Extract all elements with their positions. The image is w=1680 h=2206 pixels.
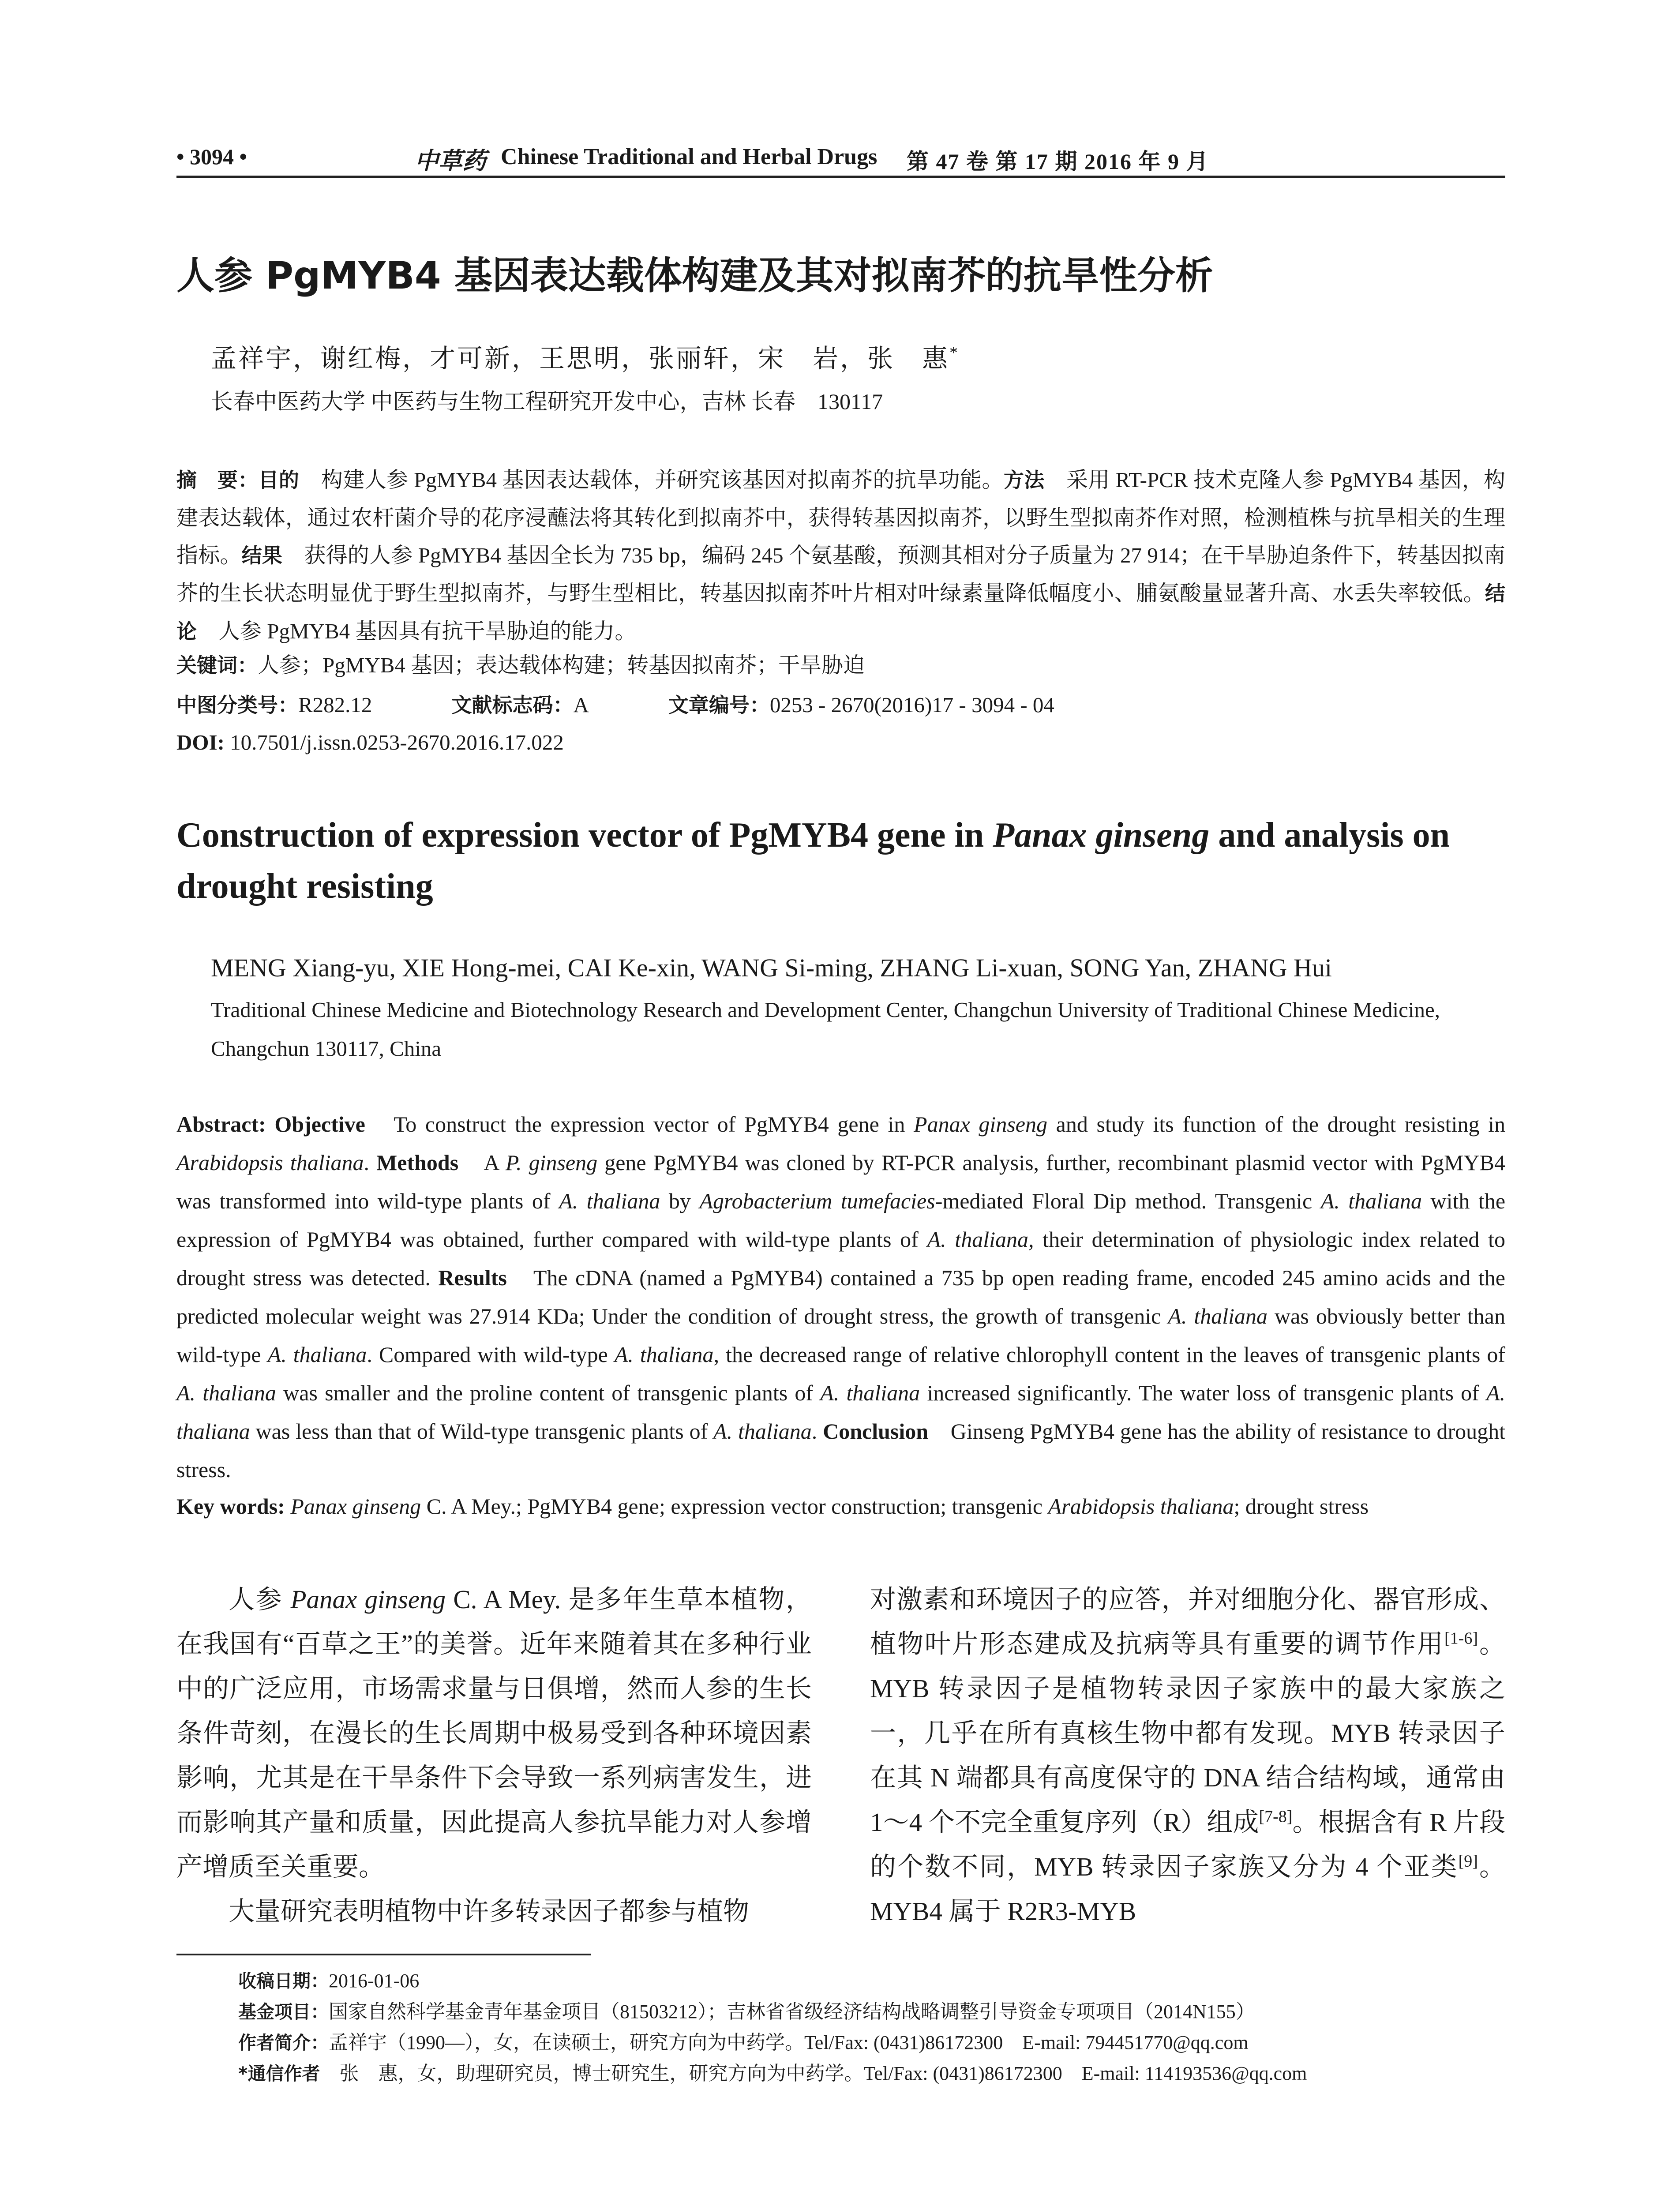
article-no-value: 0253 - 2670(2016)17 - 3094 - 04 xyxy=(769,693,1054,717)
classification-line xyxy=(176,686,1505,724)
footnote-label: 基金项目： xyxy=(238,2001,329,2022)
footnote-divider xyxy=(176,1954,591,1955)
citation-ref[interactable]: [9] xyxy=(1458,1852,1478,1871)
footnotes xyxy=(238,1966,1307,2089)
body-text: 人参 xyxy=(229,1585,291,1614)
abstract-en-label: Abstract: xyxy=(176,1112,266,1137)
running-header xyxy=(176,140,1505,178)
species-name: A. thaliana xyxy=(614,1342,714,1367)
conclusion-cn: 人参 PgMYB4 基因具有抗干旱胁迫的能力。 xyxy=(197,619,637,643)
species-name: P. ginseng xyxy=(505,1150,598,1175)
keywords-cn-label: 关键词： xyxy=(176,653,258,677)
footnote-received xyxy=(238,1966,1307,1996)
abstract-en-text: . xyxy=(364,1150,377,1175)
body-text: C. A Mey. 是多年生草本植物，在我国有“百草之王”的美誉。近年来随着其在多种行业中的广泛应用，市场需求量与日俱增，然而人参的生长条件苛刻，在漫长的生长周期中极易受到各种环境因素影响，尤其是在干旱条件下会导致一系列病害发生，进而影响其产量和质量，因此提高人参抗旱能力对人参增产增质至关重要。 xyxy=(176,1585,812,1881)
abstract-en-text: To construct the expression vector of PgMYB4 gene in xyxy=(365,1112,914,1137)
authors-cn xyxy=(211,338,960,375)
species-name: A. thaliana xyxy=(820,1381,920,1405)
abstract-en-text: . Compared with wild-type xyxy=(367,1342,615,1367)
authors-en: MENG Xiang-yu, XIE Hong-mei, CAI Ke-xin, WANG Si-ming, ZHANG Li-xuan, SONG Yan, ZHANG Hui xyxy=(211,953,1332,982)
species-name: A. thaliana xyxy=(927,1227,1029,1252)
page-number: • 3094 • xyxy=(176,144,248,169)
footnote-text: 张 惠，女，助理研究员，博士研究生，研究方向为中药学。Tel/Fax: (0431)86172300 E-mail: 114193536@qq.com xyxy=(320,2063,1307,2084)
clc-value: R282.12 xyxy=(298,693,372,717)
footnote-text: 孟祥宇（1990—），女，在读硕士，研究方向为中药学。Tel/Fax: (0431)86172300 E-mail: 794451770@qq.com xyxy=(329,2032,1249,2053)
abstract-en xyxy=(176,1105,1505,1489)
abstract-en-text: Ginseng PgMYB4 gene has the ability of resistance to drought stress. xyxy=(176,1419,1506,1482)
objective-cn: 构建人参 PgMYB4 基因表达载体，并研究该基因对拟南芥的抗旱功能。 xyxy=(299,468,1004,492)
affiliation-cn: 长春中医药大学 中医药与生物工程研究开发中心，吉林 长春 130117 xyxy=(211,389,883,414)
body-paragraph xyxy=(176,1577,812,1889)
species-name: A. thaliana xyxy=(176,1381,276,1405)
abstract-en-text: -mediated Floral Dip method. Transgenic xyxy=(935,1189,1321,1213)
abstract-en-text: with the expression of PgMYB4 was obtained, further compared with wild-type plants of xyxy=(176,1189,1506,1252)
abstract-en-text: increased significantly. The water loss of transgenic plants of xyxy=(920,1381,1486,1405)
species-name: A. thaliana xyxy=(267,1342,367,1367)
body-paragraph xyxy=(870,1577,1505,1934)
abstract-en-text: A xyxy=(458,1150,506,1175)
citation-ref[interactable]: [1-6] xyxy=(1444,1629,1478,1648)
title-cn: 人参 PgMYB4 基因表达载体构建及其对拟南芥的抗旱性分析 xyxy=(176,254,1213,298)
affiliation-en: Traditional Chinese Medicine and Biotechnology Research and Development Center, Changchun University of Traditional Chinese Medicine, Changchun 130117, China xyxy=(211,998,1440,1061)
keywords-en-text: C. A Mey.; PgMYB4 gene; expression vector construction; transgenic xyxy=(421,1494,1048,1519)
body-text: 对激素和环境因子的应答，并对细胞分化、器官形成、植物叶片形态建成及抗病等具有重要的调节作用 xyxy=(870,1585,1505,1658)
title-en-part1: Construction of expression vector of PgMYB4 gene in xyxy=(176,816,993,855)
keywords-en-text: ; drought stress xyxy=(1234,1494,1369,1519)
doi-label: DOI: xyxy=(176,730,225,754)
keywords-en xyxy=(176,1493,1518,1519)
keywords-cn xyxy=(176,646,1505,684)
footnote-label: 收稿日期： xyxy=(238,1970,329,1992)
body-text: 。MYB4 属于 R2R3-MYB xyxy=(870,1852,1505,1926)
doc-code-label: 文献标志码： xyxy=(451,693,574,717)
body-text: 。根据含有 R 片段的个数不同，MYB 转录因子家族又分为 4 个亚类 xyxy=(870,1808,1506,1881)
results-cn-label: 结果 xyxy=(241,544,283,567)
objective-cn-label: 目的 xyxy=(258,468,300,492)
species-name: Arabidopsis thaliana xyxy=(176,1150,364,1175)
footnote-corresponding xyxy=(238,2058,1307,2089)
abstract-en-text: , the decreased range of relative chlorophyll content in the leaves of transgenic plants of xyxy=(713,1342,1505,1367)
body-paragraph xyxy=(176,1889,812,1934)
species-name: Arabidopsis thaliana xyxy=(1048,1494,1234,1519)
abstract-en-text: gene PgMYB4 was cloned by RT-PCR analysis, further, recombinant plasmid vector with PgMYB4 was transformed into wild-type plants of xyxy=(176,1150,1505,1213)
footnote-text: 2016-01-06 xyxy=(329,1970,420,1992)
body-column-left xyxy=(176,1577,812,1934)
species-name: Agrobacterium tumefacies xyxy=(699,1189,935,1213)
abstract-en-text: was smaller and the proline content of transgenic plants of xyxy=(276,1381,821,1405)
conclusion-en-label: Conclusion xyxy=(823,1419,929,1444)
footnote-label: 作者简介： xyxy=(238,2032,329,2053)
journal-name-en: Chinese Traditional and Herbal Drugs xyxy=(501,144,878,169)
article-no-label: 文章编号： xyxy=(668,693,770,717)
doi-value: 10.7501/j.issn.0253-2670.2016.17.022 xyxy=(224,730,564,754)
journal-name-cn: 中草药 xyxy=(415,148,486,174)
abstract-en-text: by xyxy=(660,1189,700,1213)
doc-code-value: A xyxy=(573,693,589,717)
keywords-en-label: Key words: xyxy=(176,1494,285,1519)
title-en xyxy=(176,810,1518,912)
title-en-species: Panax ginseng xyxy=(993,816,1210,855)
corresponding-mark: * xyxy=(949,343,960,362)
footnote-text: 国家自然科学基金青年基金项目（81503212）；吉林省省级经济结构战略调整引导资金专项项目（2014N155） xyxy=(329,2001,1255,2022)
abstract-en-text: The cDNA (named a PgMYB4) contained a 735 bp open reading frame, encoded 245 amino acids and the predicted molecular weight was 27.914 KDa; Under the condition of drought stress, the growth of transgenic xyxy=(176,1265,1505,1328)
species-name: A. thaliana xyxy=(176,1381,1506,1444)
species-name: A. thaliana xyxy=(559,1189,660,1213)
journal-issue: 第 47 卷 第 17 期 2016 年 9 月 xyxy=(907,149,1209,174)
conclusion-cn-label: 结论 xyxy=(176,582,1505,643)
methods-en-label: Methods xyxy=(376,1150,459,1175)
species-name: A. thaliana xyxy=(1320,1189,1422,1213)
footnote-author xyxy=(238,2027,1307,2058)
abstract-en-text: . xyxy=(811,1419,823,1444)
abstract-en-text: was less than that of Wild-type transgenic plants of xyxy=(250,1419,714,1444)
species-name: A. thaliana xyxy=(713,1419,812,1444)
methods-cn-label: 方法 xyxy=(1003,468,1045,492)
species-name: A. thaliana xyxy=(1168,1304,1268,1328)
body-text: 。MYB 转录因子是植物转录因子家族中的最大家族之一，几乎在所有真核生物中都有发现。MYB 转录因子在其 N 端都具有高度保守的 DNA 结合结构域，通常由 1～4 个不完全重复序列（R）组成 xyxy=(870,1629,1505,1837)
species-name: Panax ginseng xyxy=(914,1112,1047,1137)
methods-cn: 采用 RT-PCR 技术克隆人参 PgMYB4 基因，构建表达载体，通过农杆菌介导的花序浸蘸法将其转化到拟南芥中，获得转基因拟南芥，以野生型拟南芥作对照，检测植株与抗旱相关的生理指标。 xyxy=(176,468,1506,567)
keywords-cn-text: 人参；PgMYB4 基因；表达载体构建；转基因拟南芥；干旱胁迫 xyxy=(258,653,865,677)
objective-en-label: Objective xyxy=(274,1112,365,1137)
abstract-cn xyxy=(176,461,1505,650)
abstract-en-text: , their determination of physiologic index related to drought stress was detected. xyxy=(176,1227,1505,1290)
clc-label: 中图分类号： xyxy=(176,693,298,717)
results-cn: 获得的人参 PgMYB4 基因全长为 735 bp，编码 245 个氨基酸，预测其相对分子质量为 27 914；在干旱胁迫条件下，转基因拟南芥的生长状态明显优于野生型拟南芥，与野生型相比，转基因拟南芥叶片相对叶绿素量降低幅度小、脯氨酸量显著升高、水丢失率较低。 xyxy=(176,543,1506,605)
abstract-cn-label: 摘 要： xyxy=(176,468,259,492)
title-en-part2: and analysis on drought resisting xyxy=(176,816,1450,906)
footnote-fund xyxy=(238,1996,1307,2027)
body-text: 大量研究表明植物中许多转录因子都参与植物 xyxy=(229,1897,750,1926)
doi-line xyxy=(176,724,1505,761)
footnote-label: *通信作者 xyxy=(238,2063,320,2084)
authors-cn-text: 孟祥宇，谢红梅，才可新，王思明，张丽轩，宋 岩，张 惠 xyxy=(211,344,950,373)
citation-ref[interactable]: [7-8] xyxy=(1259,1807,1293,1826)
abstract-en-text: and study its function of the drought resisting in xyxy=(1047,1112,1505,1137)
abstract-en-text: was obviously better than wild-type xyxy=(176,1304,1505,1367)
results-en-label: Results xyxy=(438,1265,507,1290)
species-name: Panax ginseng xyxy=(290,1494,421,1519)
species-name: Panax ginseng xyxy=(290,1585,446,1614)
body-column-right xyxy=(870,1577,1505,1934)
